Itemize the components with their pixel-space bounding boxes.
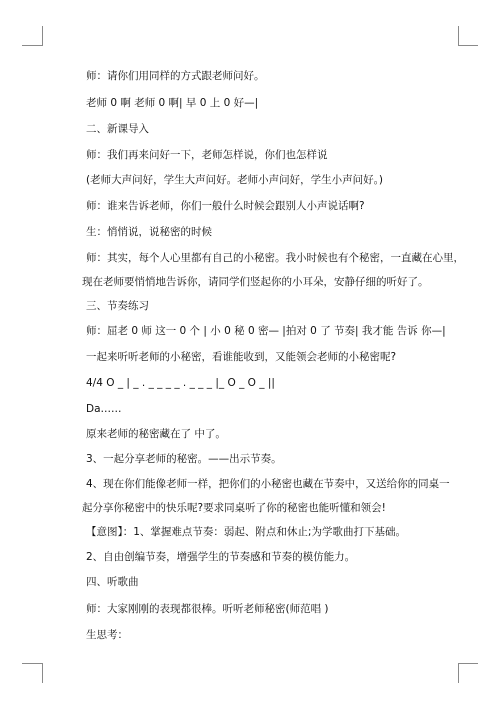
crop-mark-bottom-right-vertical [458,663,459,683]
paragraph-line: 原来老师的秘密藏在了 中了。 [86,428,226,440]
crop-mark-top-left-horizontal [22,45,42,46]
dialogue-line: 师：其实，每个人心里都有自己的小秘密。我小时候也有个秘密，一直藏在心里， [86,252,464,264]
crop-mark-bottom-right-horizontal [458,663,478,664]
dialogue-line: 师：请你们用同样的方式跟老师问好。 [86,70,265,82]
dialogue-line: 生：悄悄说，说秘密的时候 [86,226,212,238]
dialogue-line: 生思考： [86,629,128,641]
rhythm-notation: 4/4 O _ | _ . _ _ _ _ . _ _ _ |_ O _ O _ || [86,377,275,389]
dialogue-line: 师：我们再来问好一下，老师怎样说，你们也怎样说 [86,149,328,161]
syllable-line: Da…… [86,403,122,415]
paragraph-continuation: 现在老师要悄悄地告诉你，请同学们竖起你的小耳朵，安静仔细的听好了。 [82,276,429,288]
section-heading: 四、听歌曲 [86,576,139,588]
crop-mark-top-right-vertical [458,26,459,46]
stage-direction: (老师大声问好，学生大声问好。老师小声问好，学生小声问好。) [86,174,383,186]
dialogue-line: 师：大家刚刚的表现都很棒。听听老师秘密(师范唱 ) [86,603,329,615]
section-heading: 三、节奏练习 [86,300,149,312]
intent-note: 【意图】：1、掌握难点节奏：弱起、附点和休止;为学歌曲打下基础。 [86,526,406,538]
crop-mark-top-left-vertical [42,26,43,46]
numbered-step: 2、自由创编节奏，增强学生的节奏感和节奏的模仿能力。 [86,551,356,563]
crop-mark-top-right-horizontal [458,45,478,46]
paragraph-continuation: 起分享你秘密中的快乐呢?要求同桌听了你的秘密也能听懂和领会! [82,502,386,514]
crop-mark-bottom-left-horizontal [22,663,42,664]
numbered-step: 3、一起分享老师的秘密。——出示节奏。 [86,453,282,465]
paragraph-line: 一起来听听老师的小秘密，看谁能收到，又能领会老师的小秘密呢? [86,351,397,363]
dialogue-line: 师：谁来告诉老师，你们一般什么时候会跟别人小声说话啊? [86,200,365,212]
rhythm-line: 老师 0 啊 老师 0 啊| 早 0 上 0 好—| [86,97,259,109]
numbered-step: 4、现在你们能像老师一样，把你们的小秘密也藏在节奏中，又送给你的同桌一 [86,478,450,490]
section-heading: 二、新课导入 [86,123,149,135]
crop-mark-bottom-left-vertical [42,663,43,683]
rhythm-line: 师：屈老 0 师 这一 0 个 | 小 0 秘 0 密— |拍对 0 了 节奏| 我才能 告诉 你—| [86,325,446,337]
